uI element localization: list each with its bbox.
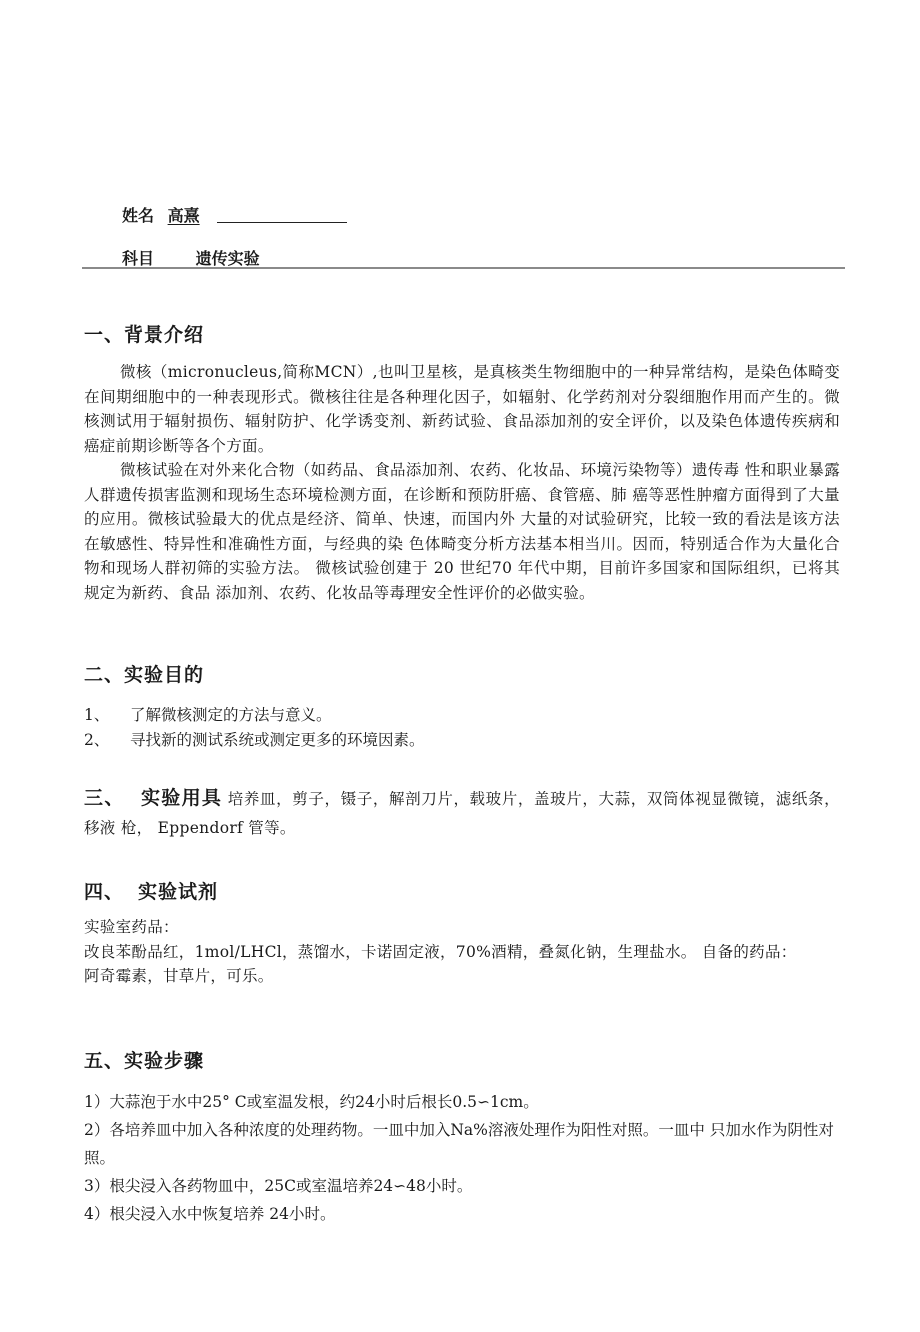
list-item: 2、 寻找新的测试系统或测定更多的环境因素。 — [84, 730, 425, 749]
lab-reagents-text: 改良苯酚品红，1mol/LHCl，蒸馏水，卡诺固定液，70%酒精，叠氮化钠，生理盐水。 自备的药品： — [84, 942, 797, 961]
name-row — [122, 203, 347, 226]
section-title: 五、实验步骤 — [84, 1050, 205, 1072]
section-tools — [84, 784, 840, 843]
list-item: 1、 了解微核测定的方法与意义。 — [84, 706, 332, 724]
lab-reagents-label: 实验室药品： — [84, 918, 179, 936]
subject-label: 科目 — [122, 249, 155, 268]
tools-paragraph — [84, 784, 840, 843]
reagents-body — [84, 915, 840, 989]
self-reagents-text: 阿奇霉素，甘草片，可乐。 — [84, 967, 274, 985]
section-background — [84, 320, 840, 347]
background-body — [84, 360, 840, 605]
header-divider — [82, 267, 845, 269]
section-reagents — [84, 877, 840, 904]
section-steps — [84, 1046, 840, 1073]
subject-value: 遗传实验 — [195, 249, 260, 268]
step-item: 3）根尖浸入各药物皿中，25C或室温培养24∽48小时。 — [84, 1177, 473, 1195]
background-paragraph-2: 微核试验在对外来化合物（如药品、食品添加剂、农药、化妆品、环境污染物等）遗传毒 性和职业暴露人群遗传损害监测和现场生态环境检测方面，在诊断和预防肝癌、食管癌、肺 癌等恶性肿瘤方面得到了大量的应用。微核试验最大的优点是经济、简单、快速，而国内外 大量的对试验研究，比较一致的看法是该方法在敏感性、特异性和准确性方面，与经典的染 色体畸变分析方法基本相当川。因而，特别适合作为大量化合物和现场人群初筛的实验方法。 微核试验创建于 20 世纪70 年代中期，目前许多国家和国际组织，已将其规定为新药、食品 添加剂、农药、化妆品等毒理安全性评价的必做实验。 — [84, 461, 840, 602]
name-value: 高熹 — [167, 206, 200, 225]
name-label: 姓名 — [122, 206, 155, 225]
subject-row — [122, 246, 260, 269]
step-item: 2）各培养皿中加入各种浓度的处理药物。一皿中加入Na%溶液处理作为阳性对照。一皿中 只加水作为阴性对照。 — [84, 1121, 834, 1167]
name-blank-line — [217, 208, 347, 223]
section-title: 一、背景介绍 — [84, 324, 205, 346]
step-item: 1）大蒜泡于水中25° C或室温发根，约24小时后根长0.5∽1cm。 — [84, 1093, 539, 1111]
steps-list — [84, 1088, 840, 1228]
step-item: 4）根尖浸入水中恢复培养 24小时。 — [84, 1205, 336, 1223]
section-title: 四、 实验试剂 — [84, 881, 219, 903]
section-title: 三、 实验用具 — [84, 787, 223, 809]
tools-text: 培养皿，剪子，镊子，解剖刀片，载玻片，盖玻片，大蒜，双筒体视显微镜，滤纸条，移液 枪， Eppendorf 管等。 — [84, 790, 840, 837]
background-paragraph-1: 微核（micronucleus,简称MCN）,也叫卫星核，是真核类生物细胞中的一种异常结构，是染色体畸变在间期细胞中的一种表现形式。微核往往是各种理化因子，如辐射、化学药剂对分裂细胞作用而产生的。微核测试用于辐射损伤、辐射防护、化学诱变剂、新药试验、食品添加剂的安全评价，以及染色体遗传疾病和癌症前期诊断等各个方面。 — [84, 363, 840, 455]
section-title: 二、实验目的 — [84, 664, 205, 686]
section-purpose — [84, 660, 840, 687]
purpose-list — [84, 703, 840, 752]
